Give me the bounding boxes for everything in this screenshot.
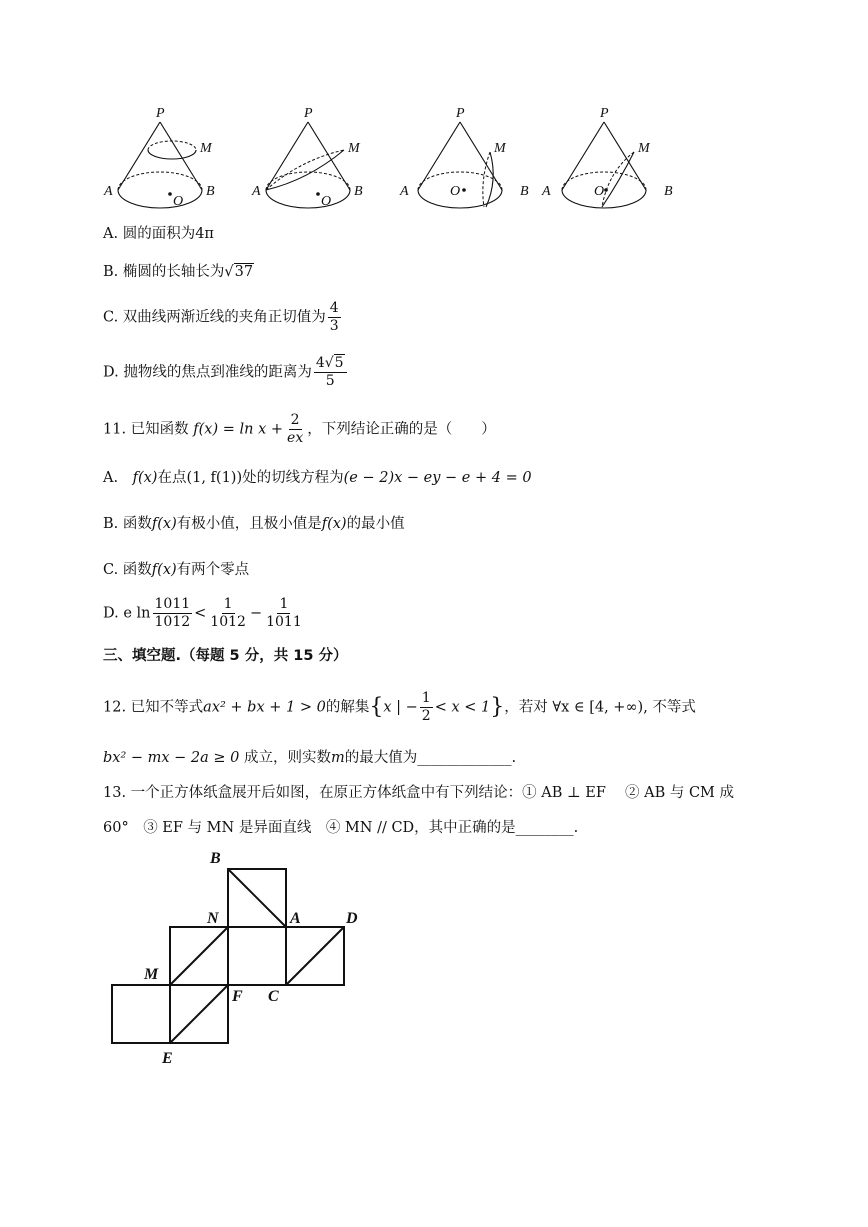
svg-text:O: O xyxy=(450,184,461,199)
svg-text:O: O xyxy=(594,184,605,199)
net-label-A: A xyxy=(290,910,301,927)
cone-figures xyxy=(90,100,690,220)
q10-option-c: C. 双曲线两渐近线的夹角正切值为 $\frac{4}{3}$ xyxy=(103,300,339,334)
svg-text:B: B xyxy=(664,184,673,199)
net-label-M: M xyxy=(144,966,159,983)
net-label-F: F xyxy=(232,988,243,1005)
svg-text:M: M xyxy=(494,141,506,156)
cube-net-figure xyxy=(100,845,380,1075)
cone-4 xyxy=(541,106,673,208)
label-P: P xyxy=(156,106,165,121)
svg-text:B: B xyxy=(520,184,529,199)
svg-text:O: O xyxy=(321,194,332,209)
label-A: A xyxy=(104,184,113,199)
q10-option-a: A. 圆的面积为4π xyxy=(103,226,214,242)
cone-1 xyxy=(103,106,215,209)
label-B: B xyxy=(206,184,215,199)
net-label-D: D xyxy=(346,910,358,927)
net-label-E: E xyxy=(162,1050,173,1067)
svg-text:A: A xyxy=(542,184,551,199)
q11-option-a: A. f(x)在点(1, f(1))处的切线方程为(e − 2)x − ey − e + 4 = 0 xyxy=(103,470,532,486)
q13-line1: 13. 一个正方体纸盒展开后如图，在原正方体纸盒中有下列结论：① AB ⊥ EF ② AB 与 CM 成 xyxy=(103,785,735,801)
svg-text:M: M xyxy=(348,141,360,156)
svg-text:M: M xyxy=(638,141,650,156)
q11-option-c: C. 函数f(x)有两个零点 xyxy=(103,562,250,578)
q11-option-b: B. 函数f(x)有极小值，且极小值是f(x)的最小值 xyxy=(103,516,405,532)
label-M: M xyxy=(200,141,212,156)
cone-2 xyxy=(251,106,363,209)
q12-line2: bx² − mx − 2a ≥ 0 成立，则实数m的最大值为_____________. xyxy=(103,750,517,766)
q13-line2: 60° ③ EF 与 MN 是异面直线 ④ MN // CD，其中正确的是________. xyxy=(103,820,579,836)
cone-3 xyxy=(399,106,529,208)
svg-text:P: P xyxy=(600,106,609,121)
q11-option-d: D. e ln $\frac{1011}{1012}$ < $\frac{1}{1012}$ − $\frac{1}{1011}$ xyxy=(103,596,302,630)
svg-text:B: B xyxy=(354,184,363,199)
svg-text:A: A xyxy=(252,184,261,199)
q12-line1: 12. 已知不等式ax² + bx + 1 > 0的解集{x | − $\frac{1}{2}$ < x < 1}，若对 ∀x ∈ [4, +∞), 不等式 xyxy=(103,690,696,724)
svg-text:P: P xyxy=(456,106,465,121)
q10-option-b: B. 椭圆的长轴长为√37 xyxy=(103,264,254,280)
section-heading: 三、填空题.（每题 5 分，共 15 分） xyxy=(103,648,348,664)
svg-text:A: A xyxy=(400,184,409,199)
net-label-B: B xyxy=(210,850,221,867)
net-label-N: N xyxy=(207,910,219,927)
q11-stem: 11. 已知函数 f(x) = ln x + $\frac{2}{ex}$ ，下列结论正确的是（ ） xyxy=(103,412,496,446)
svg-text:P: P xyxy=(304,106,313,121)
label-O: O xyxy=(173,194,184,209)
q10-option-d: D. 抛物线的焦点到准线的距离为 $\frac{4√5}{5}$ xyxy=(103,355,349,390)
net-label-C: C xyxy=(268,988,279,1005)
